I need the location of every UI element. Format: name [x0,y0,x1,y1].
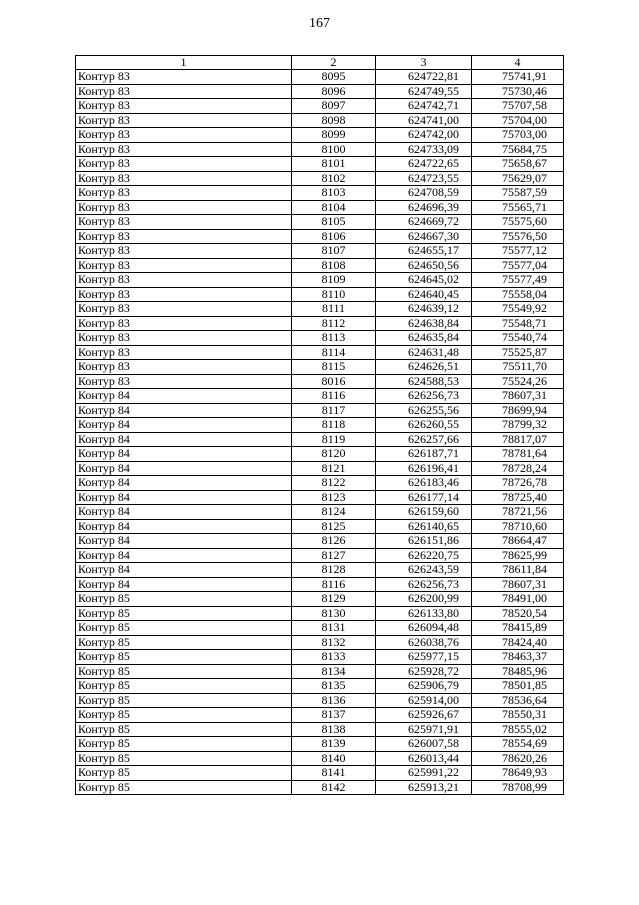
point-number-cell: 8140 [292,751,376,766]
contour-name-cell: Контур 84 [76,505,292,520]
point-number-cell: 8114 [292,345,376,360]
x-coordinate-cell: 626243,59 [376,563,472,578]
x-coordinate-cell: 626200,99 [376,592,472,607]
table-row [76,592,564,607]
x-coordinate-cell: 624708,59 [376,186,472,201]
contour-name-cell: Контур 83 [76,287,292,302]
table-row [76,142,564,157]
contour-name-cell: Контур 83 [76,84,292,99]
table-row [76,606,564,621]
x-coordinate-cell: 624638,84 [376,316,472,331]
contour-name-cell: Контур 84 [76,548,292,563]
contour-name-cell: Контур 84 [76,418,292,433]
table-body [76,70,564,795]
contour-name-cell: Контур 83 [76,331,292,346]
x-coordinate-cell: 626133,80 [376,606,472,621]
x-coordinate-cell: 624640,45 [376,287,472,302]
y-coordinate-cell: 78555,02 [472,722,564,737]
contour-name-cell: Контур 83 [76,273,292,288]
y-coordinate-cell: 78520,54 [472,606,564,621]
table-row [76,157,564,172]
contour-name-cell: Контур 85 [76,679,292,694]
point-number-cell: 8116 [292,389,376,404]
table-row [76,490,564,505]
point-number-cell: 8111 [292,302,376,317]
contour-name-cell: Контур 83 [76,229,292,244]
y-coordinate-cell: 78536,64 [472,693,564,708]
table-row [76,84,564,99]
table-row [76,708,564,723]
point-number-cell: 8142 [292,780,376,795]
contour-name-cell: Контур 84 [76,563,292,578]
point-number-cell: 8123 [292,490,376,505]
x-coordinate-cell: 626256,73 [376,577,472,592]
contour-name-cell: Контур 85 [76,708,292,723]
y-coordinate-cell: 78728,24 [472,461,564,476]
x-coordinate-cell: 626151,86 [376,534,472,549]
y-coordinate-cell: 78699,94 [472,403,564,418]
table-row [76,650,564,665]
point-number-cell: 8132 [292,635,376,650]
contour-name-cell: Контур 84 [76,432,292,447]
point-number-cell: 8100 [292,142,376,157]
x-coordinate-cell: 626177,14 [376,490,472,505]
table-row [76,461,564,476]
y-coordinate-cell: 78463,37 [472,650,564,665]
x-coordinate-cell: 625928,72 [376,664,472,679]
x-coordinate-cell: 625914,00 [376,693,472,708]
contour-name-cell: Контур 83 [76,186,292,201]
table-row [76,519,564,534]
y-coordinate-cell: 78721,56 [472,505,564,520]
x-coordinate-cell: 626220,75 [376,548,472,563]
table-row [76,418,564,433]
x-coordinate-cell: 626255,56 [376,403,472,418]
y-coordinate-cell: 78620,26 [472,751,564,766]
y-coordinate-cell: 78607,31 [472,389,564,404]
x-coordinate-cell: 624588,53 [376,374,472,389]
point-number-cell: 8126 [292,534,376,549]
table-row [76,374,564,389]
x-coordinate-cell: 624631,48 [376,345,472,360]
y-coordinate-cell: 75658,67 [472,157,564,172]
table-row [76,505,564,520]
y-coordinate-cell: 75558,04 [472,287,564,302]
y-coordinate-cell: 78649,93 [472,766,564,781]
coordinates-table [75,55,564,795]
y-coordinate-cell: 75511,70 [472,360,564,375]
x-coordinate-cell: 626140,65 [376,519,472,534]
point-number-cell: 8136 [292,693,376,708]
x-coordinate-cell: 624749,55 [376,84,472,99]
x-coordinate-cell: 625991,22 [376,766,472,781]
point-number-cell: 8134 [292,664,376,679]
x-coordinate-cell: 625926,67 [376,708,472,723]
y-coordinate-cell: 78424,40 [472,635,564,650]
point-number-cell: 8105 [292,215,376,230]
x-coordinate-cell: 624742,00 [376,128,472,143]
y-coordinate-cell: 78550,31 [472,708,564,723]
x-coordinate-cell: 625906,79 [376,679,472,694]
point-number-cell: 8106 [292,229,376,244]
contour-name-cell: Контур 83 [76,157,292,172]
contour-name-cell: Контур 83 [76,99,292,114]
contour-name-cell: Контур 83 [76,70,292,85]
point-number-cell: 8135 [292,679,376,694]
contour-name-cell: Контур 83 [76,374,292,389]
point-number-cell: 8098 [292,113,376,128]
y-coordinate-cell: 75577,49 [472,273,564,288]
point-number-cell: 8138 [292,722,376,737]
table-row [76,316,564,331]
y-coordinate-cell: 75703,00 [472,128,564,143]
x-coordinate-cell: 624742,71 [376,99,472,114]
x-coordinate-cell: 624723,55 [376,171,472,186]
contour-name-cell: Контур 85 [76,780,292,795]
point-number-cell: 8108 [292,258,376,273]
y-coordinate-cell: 75540,74 [472,331,564,346]
contour-name-cell: Контур 85 [76,621,292,636]
y-coordinate-cell: 75524,26 [472,374,564,389]
table-row [76,751,564,766]
y-coordinate-cell: 75549,92 [472,302,564,317]
contour-name-cell: Контур 85 [76,650,292,665]
x-coordinate-cell: 624635,84 [376,331,472,346]
table-row [76,737,564,752]
table-row [76,403,564,418]
y-coordinate-cell: 78781,64 [472,447,564,462]
x-coordinate-cell: 624655,17 [376,244,472,259]
point-number-cell: 8016 [292,374,376,389]
contour-name-cell: Контур 84 [76,577,292,592]
x-coordinate-cell: 624669,72 [376,215,472,230]
table-row [76,766,564,781]
x-coordinate-cell: 624722,65 [376,157,472,172]
contour-name-cell: Контур 85 [76,722,292,737]
point-number-cell: 8110 [292,287,376,302]
table-row [76,171,564,186]
table-row [76,635,564,650]
point-number-cell: 8119 [292,432,376,447]
y-coordinate-cell: 78726,78 [472,476,564,491]
point-number-cell: 8109 [292,273,376,288]
contour-name-cell: Контур 85 [76,606,292,621]
point-number-cell: 8121 [292,461,376,476]
table-row [76,70,564,85]
point-number-cell: 8118 [292,418,376,433]
y-coordinate-cell: 75684,75 [472,142,564,157]
x-coordinate-cell: 626260,55 [376,418,472,433]
point-number-cell: 8131 [292,621,376,636]
contour-name-cell: Контур 85 [76,635,292,650]
contour-name-cell: Контур 84 [76,534,292,549]
x-coordinate-cell: 624667,30 [376,229,472,244]
point-number-cell: 8127 [292,548,376,563]
table-row [76,534,564,549]
y-coordinate-cell: 75704,00 [472,113,564,128]
contour-name-cell: Контур 84 [76,476,292,491]
table-row [76,258,564,273]
table-row [76,577,564,592]
x-coordinate-cell: 626187,71 [376,447,472,462]
x-coordinate-cell: 624626,51 [376,360,472,375]
column-header-2: 2 [292,56,376,70]
contour-name-cell: Контур 85 [76,766,292,781]
point-number-cell: 8115 [292,360,376,375]
y-coordinate-cell: 75629,07 [472,171,564,186]
point-number-cell: 8124 [292,505,376,520]
point-number-cell: 8120 [292,447,376,462]
contour-name-cell: Контур 84 [76,447,292,462]
y-coordinate-cell: 78710,60 [472,519,564,534]
contour-name-cell: Контур 84 [76,490,292,505]
table-row [76,389,564,404]
point-number-cell: 8113 [292,331,376,346]
table-row [76,360,564,375]
table-row [76,200,564,215]
point-number-cell: 8128 [292,563,376,578]
table-header-row [76,56,564,70]
column-header-3: 3 [376,56,472,70]
x-coordinate-cell: 624650,56 [376,258,472,273]
x-coordinate-cell: 624696,39 [376,200,472,215]
contour-name-cell: Контур 83 [76,200,292,215]
contour-name-cell: Контур 83 [76,258,292,273]
point-number-cell: 8141 [292,766,376,781]
point-number-cell: 8130 [292,606,376,621]
table-row [76,664,564,679]
y-coordinate-cell: 78607,31 [472,577,564,592]
point-number-cell: 8133 [292,650,376,665]
table-row [76,722,564,737]
x-coordinate-cell: 626038,76 [376,635,472,650]
contour-name-cell: Контур 84 [76,389,292,404]
y-coordinate-cell: 78799,32 [472,418,564,433]
x-coordinate-cell: 624741,00 [376,113,472,128]
x-coordinate-cell: 625913,21 [376,780,472,795]
contour-name-cell: Контур 84 [76,403,292,418]
x-coordinate-cell: 626007,58 [376,737,472,752]
table-row [76,302,564,317]
y-coordinate-cell: 78415,89 [472,621,564,636]
table-row [76,476,564,491]
y-coordinate-cell: 78708,99 [472,780,564,795]
table-row [76,215,564,230]
y-coordinate-cell: 78625,99 [472,548,564,563]
x-coordinate-cell: 624645,02 [376,273,472,288]
y-coordinate-cell: 78725,40 [472,490,564,505]
table-row [76,621,564,636]
x-coordinate-cell: 625971,91 [376,722,472,737]
contour-name-cell: Контур 83 [76,360,292,375]
contour-name-cell: Контур 83 [76,171,292,186]
table-row [76,229,564,244]
y-coordinate-cell: 75587,59 [472,186,564,201]
point-number-cell: 8117 [292,403,376,418]
table-row [76,548,564,563]
y-coordinate-cell: 78554,69 [472,737,564,752]
point-number-cell: 8104 [292,200,376,215]
table-row [76,244,564,259]
contour-name-cell: Контур 83 [76,244,292,259]
point-number-cell: 8125 [292,519,376,534]
contour-name-cell: Контур 84 [76,519,292,534]
contour-name-cell: Контур 83 [76,128,292,143]
point-number-cell: 8096 [292,84,376,99]
table-row [76,273,564,288]
y-coordinate-cell: 78501,85 [472,679,564,694]
contour-name-cell: Контур 85 [76,737,292,752]
y-coordinate-cell: 75730,46 [472,84,564,99]
column-header-1: 1 [76,56,292,70]
contour-name-cell: Контур 84 [76,461,292,476]
contour-name-cell: Контур 83 [76,302,292,317]
point-number-cell: 8122 [292,476,376,491]
table-row [76,186,564,201]
y-coordinate-cell: 75577,12 [472,244,564,259]
table-row [76,345,564,360]
page-number: 167 [309,16,330,31]
table-row [76,693,564,708]
x-coordinate-cell: 624722,81 [376,70,472,85]
contour-name-cell: Контур 83 [76,215,292,230]
y-coordinate-cell: 75741,91 [472,70,564,85]
x-coordinate-cell: 624639,12 [376,302,472,317]
table-row [76,128,564,143]
y-coordinate-cell: 75577,04 [472,258,564,273]
table-row [76,432,564,447]
point-number-cell: 8116 [292,577,376,592]
contour-name-cell: Контур 83 [76,316,292,331]
contour-name-cell: Контур 85 [76,693,292,708]
contour-name-cell: Контур 85 [76,664,292,679]
table-row [76,331,564,346]
point-number-cell: 8099 [292,128,376,143]
point-number-cell: 8139 [292,737,376,752]
table-row [76,99,564,114]
x-coordinate-cell: 626183,46 [376,476,472,491]
contour-name-cell: Контур 85 [76,592,292,607]
y-coordinate-cell: 78491,00 [472,592,564,607]
y-coordinate-cell: 78817,07 [472,432,564,447]
table-row [76,780,564,795]
contour-name-cell: Контур 83 [76,142,292,157]
x-coordinate-cell: 626257,66 [376,432,472,447]
table-row [76,563,564,578]
contour-name-cell: Контур 83 [76,345,292,360]
point-number-cell: 8137 [292,708,376,723]
y-coordinate-cell: 78664,47 [472,534,564,549]
x-coordinate-cell: 626256,73 [376,389,472,404]
y-coordinate-cell: 75565,71 [472,200,564,215]
y-coordinate-cell: 78485,96 [472,664,564,679]
point-number-cell: 8102 [292,171,376,186]
x-coordinate-cell: 624733,09 [376,142,472,157]
y-coordinate-cell: 78611,84 [472,563,564,578]
table-row [76,679,564,694]
y-coordinate-cell: 75575,60 [472,215,564,230]
point-number-cell: 8097 [292,99,376,114]
point-number-cell: 8112 [292,316,376,331]
point-number-cell: 8095 [292,70,376,85]
y-coordinate-cell: 75548,71 [472,316,564,331]
column-header-4: 4 [472,56,564,70]
x-coordinate-cell: 626196,41 [376,461,472,476]
y-coordinate-cell: 75525,87 [472,345,564,360]
table-row [76,287,564,302]
point-number-cell: 8129 [292,592,376,607]
x-coordinate-cell: 625977,15 [376,650,472,665]
table-row [76,113,564,128]
x-coordinate-cell: 626013,44 [376,751,472,766]
contour-name-cell: Контур 85 [76,751,292,766]
point-number-cell: 8107 [292,244,376,259]
contour-name-cell: Контур 83 [76,113,292,128]
y-coordinate-cell: 75576,50 [472,229,564,244]
x-coordinate-cell: 626094,48 [376,621,472,636]
point-number-cell: 8103 [292,186,376,201]
table-row [76,447,564,462]
y-coordinate-cell: 75707,58 [472,99,564,114]
point-number-cell: 8101 [292,157,376,172]
x-coordinate-cell: 626159,60 [376,505,472,520]
